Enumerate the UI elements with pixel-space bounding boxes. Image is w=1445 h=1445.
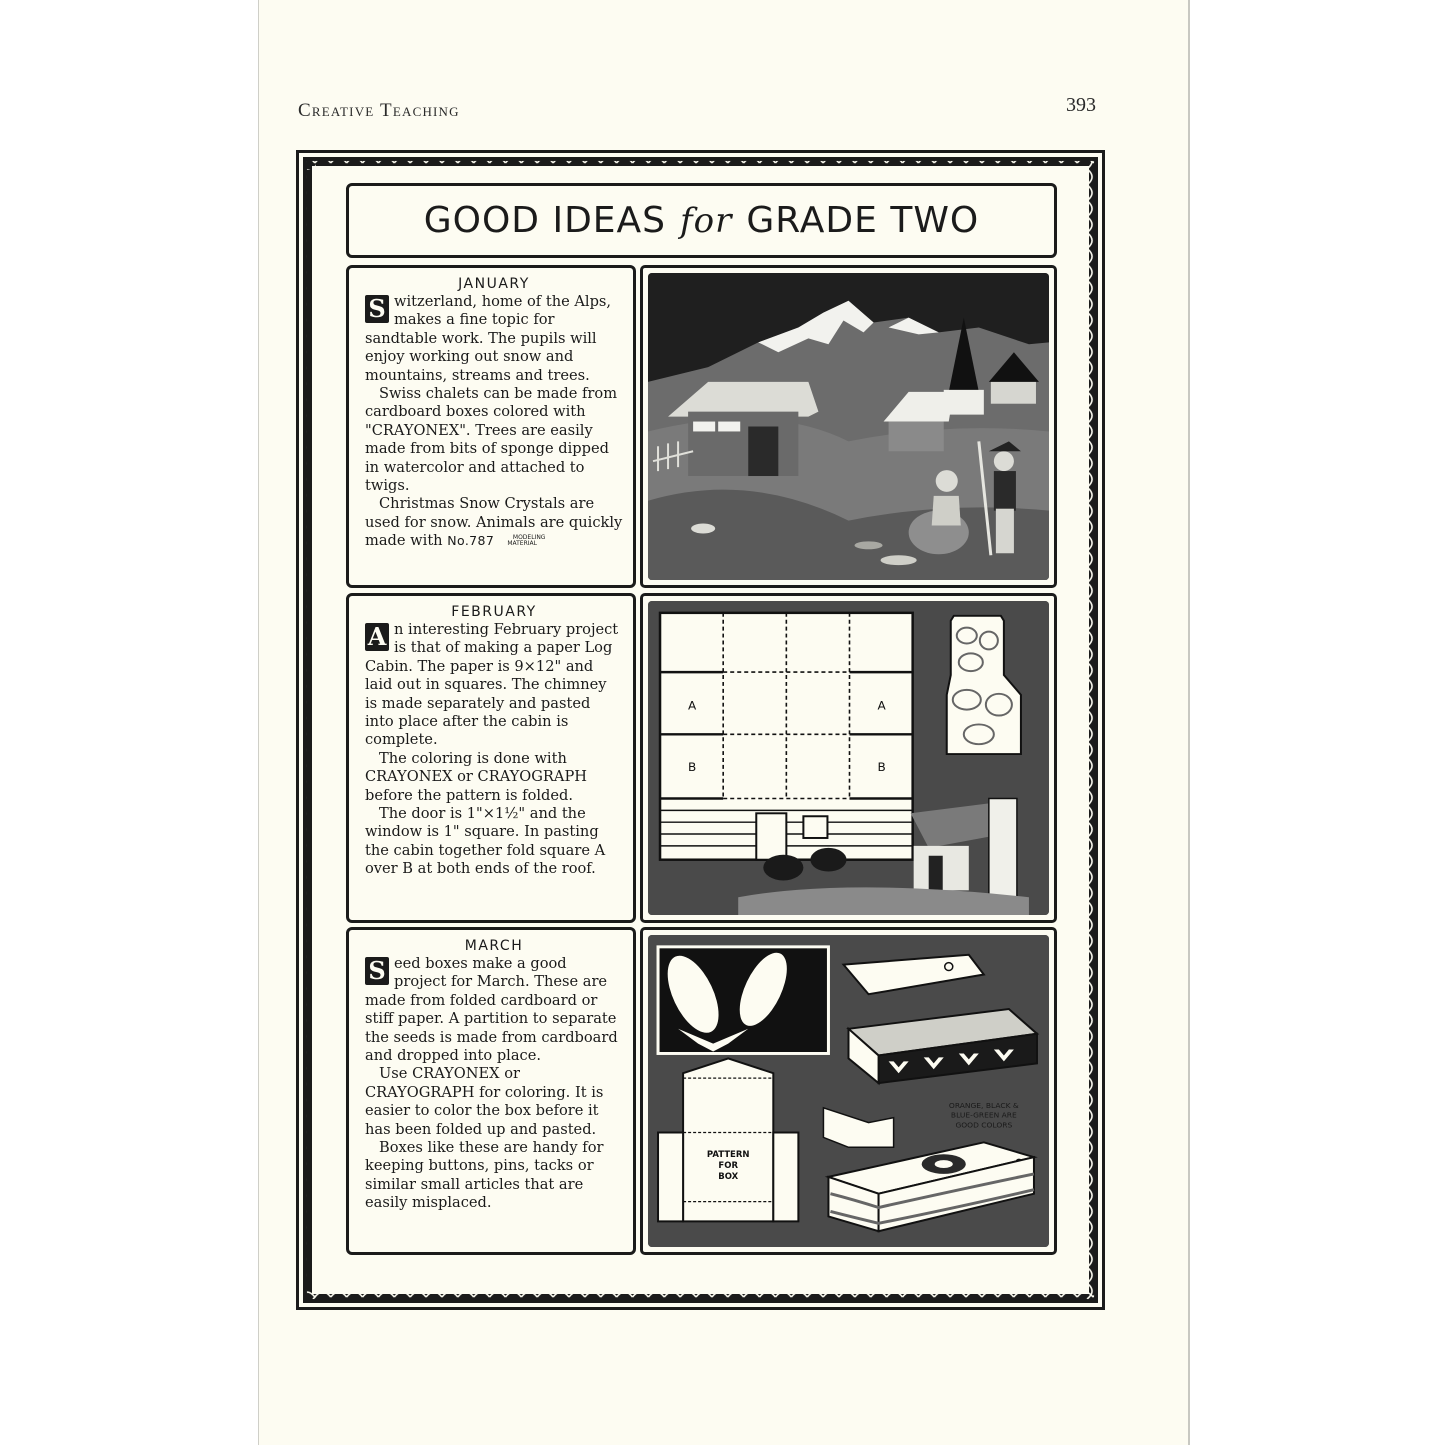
dropcap-s: S — [365, 957, 389, 985]
paragraph: The door is 1"×1½" and the window is 1" square. In pasting the cabin together fold square A over B at both ends of the roof. — [365, 805, 606, 878]
dropcap-a: A — [365, 623, 389, 651]
page-number: 393 — [1066, 94, 1096, 116]
title-part-1: GOOD IDEAS — [423, 200, 667, 241]
january-text-panel — [346, 265, 636, 588]
swiss-village-illustration — [648, 273, 1049, 580]
seed-box-illustration — [648, 935, 1049, 1247]
january-body — [365, 293, 623, 551]
label-b-left: B — [687, 759, 697, 774]
color-note: BLUE-GREEN ARE — [950, 1110, 1017, 1120]
page-title — [424, 200, 980, 241]
title-connector: for — [680, 201, 733, 241]
march-body — [365, 955, 623, 1213]
paragraph: Swiss chalets can be made from cardboard boxes colored with "CRAYONEX". Trees are easily made from bits of sponge dipped in watercolor and attached to twigs. — [365, 385, 618, 495]
log-cabin-pattern-illustration — [648, 601, 1049, 915]
paragraph — [365, 495, 623, 550]
log-cabin-diagram — [648, 601, 1049, 915]
pattern-label: FOR — [718, 1160, 738, 1170]
label-a-left: A — [688, 698, 697, 713]
paragraph: Boxes like these are handy for keeping buttons, pins, tacks or similar small articles that are easily misplaced. — [365, 1139, 604, 1212]
pattern-label: BOX — [718, 1170, 739, 1181]
product-number: No.787 — [447, 533, 495, 549]
march-illustration — [640, 927, 1057, 1255]
paragraph: eed boxes make a good project for March. These are made from folded cardboard or stiff paper. A partition to separate the seeds is made from cardboard and dropped into place. — [365, 955, 618, 1065]
dropcap-s: S — [365, 295, 389, 323]
product-label-line: MODELING — [512, 534, 546, 542]
label-a-right: A — [877, 698, 886, 713]
running-head: Creative Teaching — [298, 100, 460, 121]
product-label — [499, 535, 546, 547]
paragraph: witzerland, home of the Alps, makes a fine topic for sandtable work. The pupils will enjoy working out snow and mountains, streams and trees. — [365, 293, 612, 384]
pattern-label: PATTERN — [706, 1149, 750, 1160]
paragraph: The coloring is done with CRAYONEX or CRAYOGRAPH before the pattern is folded. — [365, 749, 587, 804]
paragraph: n interesting February project is that of making a paper Log Cabin. The paper is 9×12" and laid out in squares. The chimney is made separately and pasted into place after the cabin is complete. — [365, 621, 619, 749]
label-b-right: B — [877, 759, 886, 774]
title-banner — [346, 183, 1057, 258]
march-text-panel — [346, 927, 636, 1255]
month-heading-march: MARCH — [464, 938, 524, 954]
month-heading-february: FEBRUARY — [451, 604, 537, 620]
february-text-panel — [346, 593, 636, 923]
paragraph-text: Christmas Snow Crystals are used for snow. Animals are quickly made with — [365, 495, 623, 550]
february-illustration — [640, 593, 1057, 923]
color-note: ORANGE, BLACK & — [948, 1100, 1019, 1110]
product-label-line: MATERIAL — [507, 540, 537, 548]
february-body — [365, 621, 623, 879]
title-part-2: GRADE TWO — [746, 200, 980, 241]
seed-box-diagram — [648, 935, 1049, 1247]
january-illustration — [640, 265, 1057, 588]
swiss-scene-image — [648, 273, 1049, 580]
paragraph: Use CRAYONEX or CRAYOGRAPH for coloring. It is easier to color the box before it has been folded up and pasted. — [365, 1065, 604, 1138]
month-heading-january: JANUARY — [458, 276, 530, 292]
color-note: GOOD COLORS — [955, 1120, 1013, 1130]
